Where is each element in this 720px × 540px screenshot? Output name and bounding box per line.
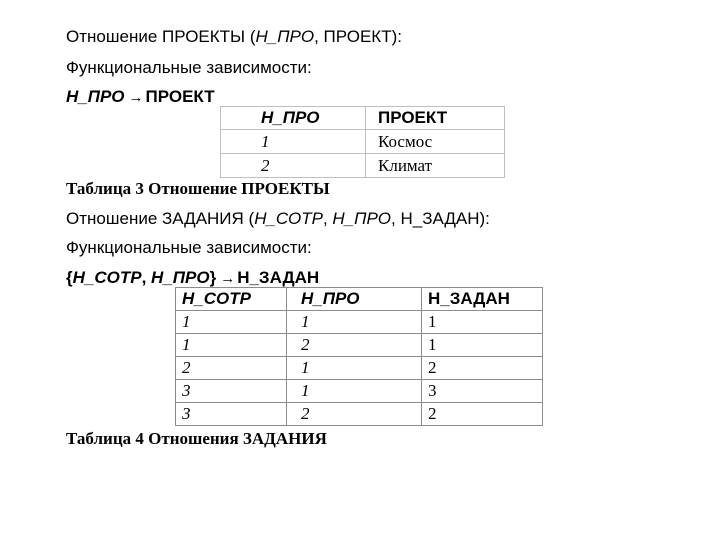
table-row — [176, 357, 543, 380]
table-header-cell: Н_ПРО — [287, 288, 422, 311]
table-header-row — [176, 288, 543, 311]
tasks-relation-key2: Н_ПРО — [332, 209, 392, 228]
table-cell: Климат — [366, 154, 505, 178]
projects-fd-line — [66, 87, 215, 108]
tasks-relation-key1: Н_СОТР — [254, 209, 323, 228]
table-cell: 2 — [422, 357, 543, 380]
table-header-row — [221, 107, 505, 130]
tasks-relation-prefix: Отношение ЗАДАНИЯ ( — [66, 209, 255, 228]
projects-relation-prefix: Отношение ПРОЕКТЫ ( — [66, 27, 256, 46]
table-cell: 3 — [176, 403, 287, 426]
table-cell: 2 — [287, 403, 422, 426]
tasks-relation-sep: , — [322, 209, 333, 228]
tasks-fd-line — [66, 268, 319, 289]
table-cell: 1 — [176, 311, 287, 334]
table-cell: 1 — [287, 311, 422, 334]
table-header-cell: ПРОЕКТ — [366, 107, 505, 130]
table-cell: 2 — [422, 403, 543, 426]
arrow-icon: → — [220, 270, 236, 287]
table-cell: 1 — [221, 130, 366, 154]
table-row — [176, 380, 543, 403]
table-cell: 1 — [287, 357, 422, 380]
tasks-fd-heading: Функциональные зависимости: — [66, 238, 312, 257]
table-cell: Космос — [366, 130, 505, 154]
table-row — [221, 154, 505, 178]
table-row — [176, 311, 543, 334]
tasks-relation-line — [66, 209, 490, 229]
tasks-fd-sep: , — [141, 268, 152, 287]
table-cell: 2 — [176, 357, 287, 380]
table-cell: 1 — [287, 380, 422, 403]
projects-fd-right: ПРОЕКТ — [145, 87, 215, 106]
tasks-fd-open: { — [66, 268, 73, 287]
projects-fd-heading: Функциональные зависимости: — [66, 58, 312, 77]
table-cell: 3 — [422, 380, 543, 403]
table-row — [176, 403, 543, 426]
projects-relation-line — [66, 27, 402, 47]
table-cell: 2 — [221, 154, 366, 178]
table-header-cell: Н_СОТР — [176, 288, 287, 311]
table-cell: 1 — [176, 334, 287, 357]
table-row — [176, 334, 543, 357]
projects-table — [220, 106, 505, 178]
projects-relation-suffix: , ПРОЕКТ): — [314, 27, 402, 46]
projects-relation-key: Н_ПРО — [255, 27, 315, 46]
table-cell: 2 — [287, 334, 422, 357]
table-header-cell: Н_ПРО — [221, 107, 366, 130]
table-cell: 1 — [422, 334, 543, 357]
tasks-fd-close: } — [209, 268, 217, 287]
table-cell: 3 — [176, 380, 287, 403]
tasks-table — [175, 287, 543, 426]
table-row — [221, 130, 505, 154]
tasks-fd-left1: Н_СОТР — [72, 268, 142, 287]
table-cell: 1 — [422, 311, 543, 334]
arrow-icon: → — [128, 89, 144, 106]
table4-caption: Таблица 4 Отношения ЗАДАНИЯ — [66, 429, 327, 448]
tasks-fd-right: Н_ЗАДАН — [237, 268, 320, 287]
tasks-fd-left2: Н_ПРО — [151, 268, 210, 287]
table3-caption: Таблица 3 Отношение ПРОЕКТЫ — [66, 179, 330, 198]
table-header-cell: Н_ЗАДАН — [422, 288, 543, 311]
tasks-relation-suffix: , Н_ЗАДАН): — [391, 209, 490, 228]
projects-fd-left: Н_ПРО — [66, 87, 125, 106]
